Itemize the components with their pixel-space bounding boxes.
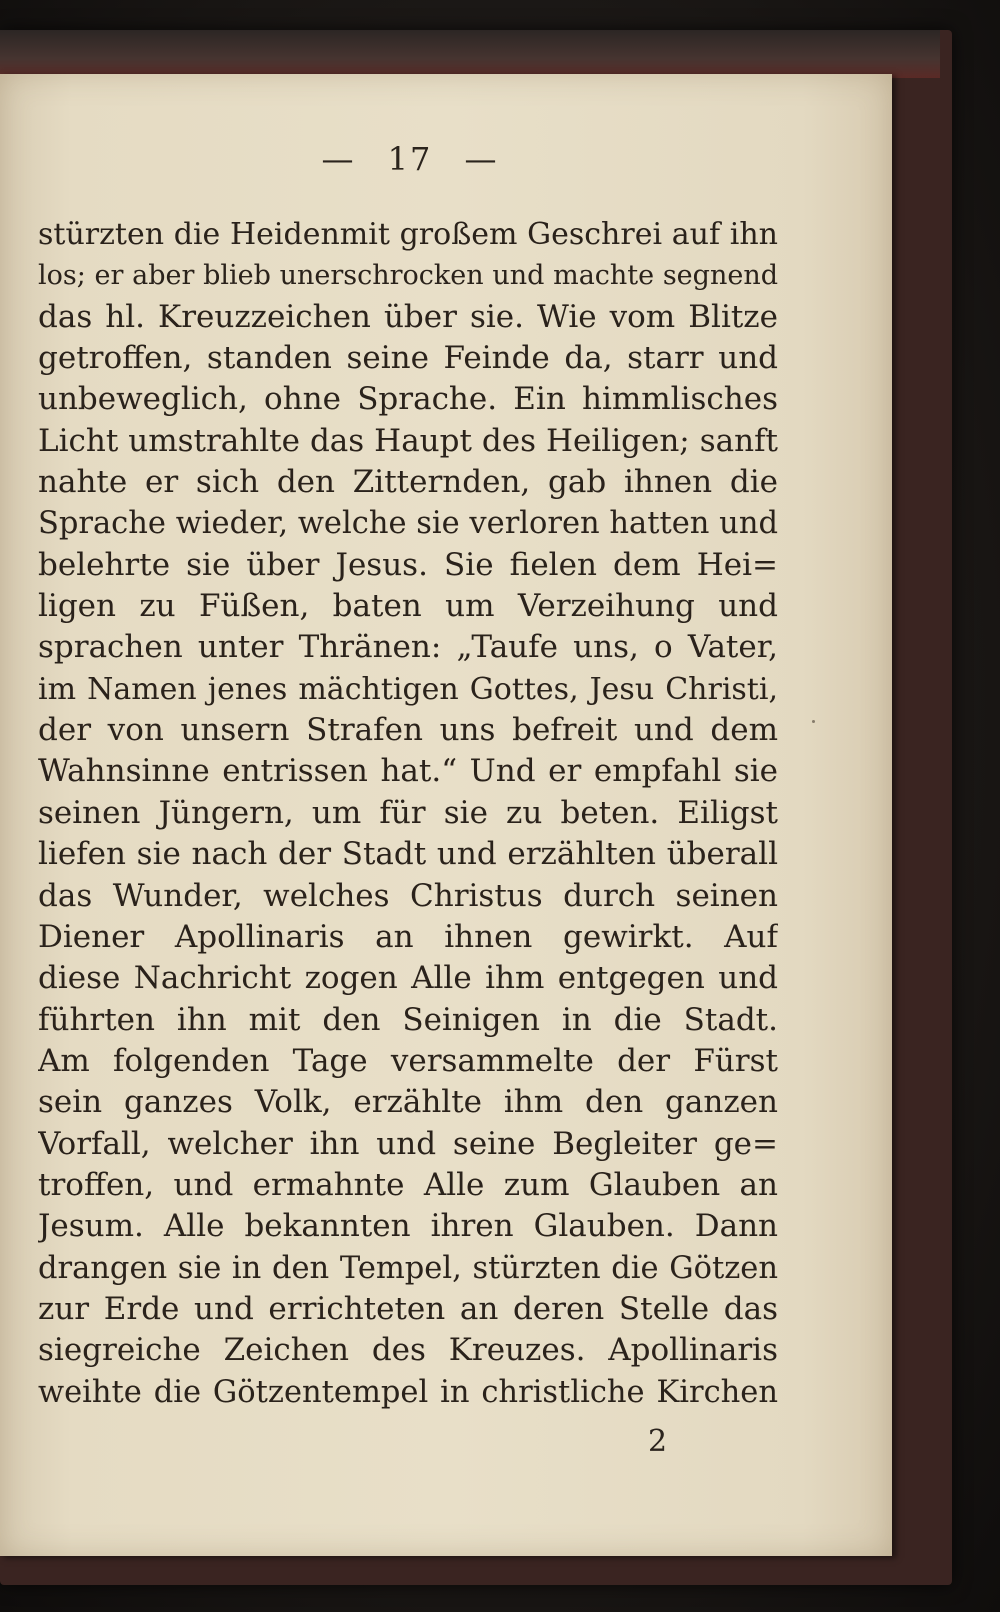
text-line: Diener Apollinaris an ihnen gewirkt. Auf [38, 918, 778, 955]
header-dash-left: — [321, 140, 356, 178]
text-line: stürzten die Heidenmit großem Geschrei auf ihn [38, 217, 778, 252]
text-line: das Wunder, welches Christus durch seinen [38, 877, 778, 914]
text-line: weihte die Götzentempel in christliche Kirchen [38, 1374, 778, 1410]
text-line: nahte er sich den Zitternden, gab ihnen die [38, 464, 778, 501]
text-line: getroffen, standen seine Feinde da, starr und [38, 340, 778, 377]
text-line: Jesum. Alle bekannten ihren Glauben. Dann [38, 1208, 778, 1245]
text-line: los; er aber blieb unerschrocken und machte segnend [38, 260, 778, 292]
text-line: Wahnsinne entrissen hat.“ Und er empfahl sie [38, 753, 778, 790]
text-line: zur Erde und errichteten an deren Stelle das [38, 1290, 778, 1327]
text-line: sprachen unter Thränen: „Taufe uns, o Vater, [38, 629, 778, 666]
text-line: belehrte sie über Jesus. Sie fielen dem Hei= [38, 546, 778, 583]
page-header [0, 140, 820, 178]
text-line: drangen sie in den Tempel, stürzten die Götzen [38, 1250, 778, 1286]
text-line: troffen, und ermahnte Alle zum Glauben an [38, 1166, 778, 1203]
text-line: ligen zu Füßen, baten um Verzeihung und [38, 588, 778, 625]
paper-speck [812, 720, 815, 723]
page-number: 17 [387, 140, 433, 178]
text-line: das hl. Kreuzzeichen über sie. Wie vom Blitze [38, 298, 778, 335]
text-line: Vorfall, welcher ihn und seine Begleiter ge= [38, 1125, 778, 1162]
book-cover-top-edge [0, 30, 940, 78]
text-line: führten ihn mit den Seinigen in die Stadt. [38, 1001, 778, 1038]
text-line: siegreiche Zeichen des Kreuzes. Apollinaris [38, 1332, 778, 1369]
text-line: Licht umstrahlte das Haupt des Heiligen; sanft [38, 422, 778, 459]
text-line: Sprache wieder, welche sie verloren hatten und [38, 506, 778, 542]
text-line: Am folgenden Tage versammelte der Fürst [38, 1042, 778, 1079]
signature-mark: 2 [648, 1424, 668, 1459]
text-line: liefen sie nach der Stadt und erzählten überall [38, 836, 778, 873]
body-text [38, 214, 778, 1413]
text-line: seinen Jüngern, um für sie zu beten. Eiligst [38, 794, 778, 831]
text-line: im Namen jenes mächtigen Gottes, Jesu Christi, [38, 671, 778, 707]
header-dash-right: — [464, 140, 499, 178]
text-line: diese Nachricht zogen Alle ihm entgegen und [38, 960, 778, 997]
text-line: unbeweglich, ohne Sprache. Ein himmlisches [38, 381, 778, 418]
text-line: sein ganzes Volk, erzählte ihm den ganzen [38, 1084, 778, 1121]
text-line: der von unsern Strafen uns befreit und dem [38, 712, 778, 749]
